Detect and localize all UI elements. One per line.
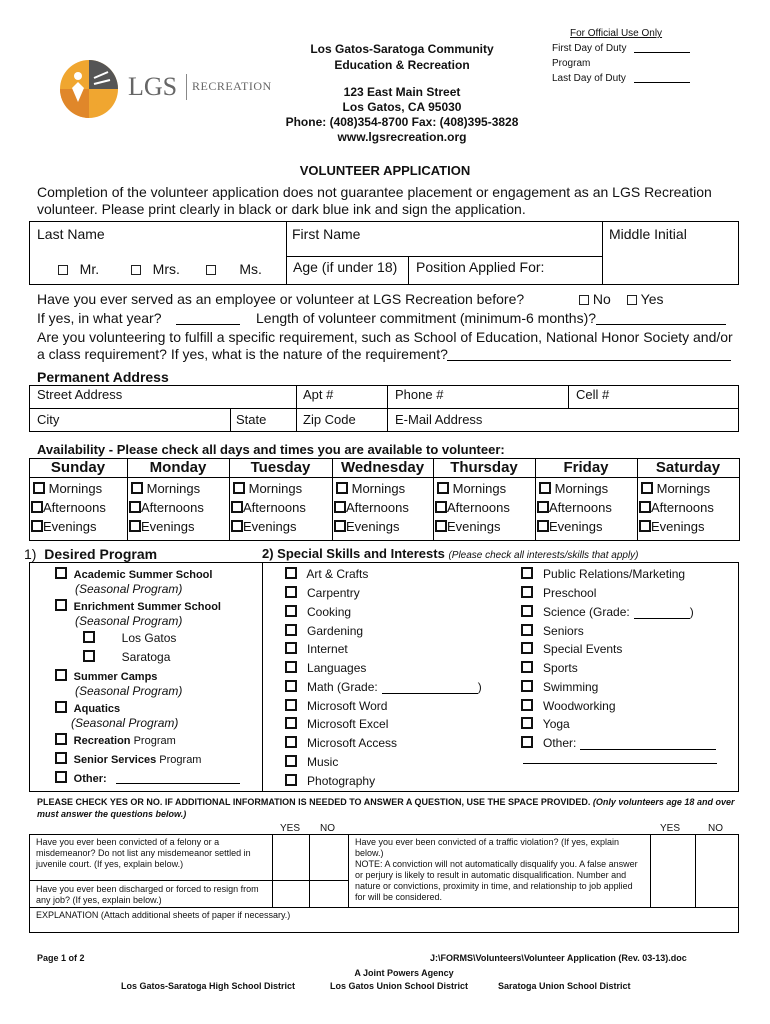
traffic-yes-box[interactable] (651, 835, 695, 907)
friday-evenings[interactable]: Evenings (537, 519, 602, 534)
skill-item[interactable]: Photography (285, 774, 375, 788)
last-name-input[interactable] (37, 244, 277, 258)
skill-item[interactable]: Gardening (285, 624, 363, 638)
program-other[interactable]: Other: (55, 771, 255, 785)
availability-heading: Availability - Please check all days and times you are available to volunteer: (37, 442, 505, 457)
official-field: Program (552, 58, 591, 69)
mrs-checkbox[interactable] (131, 265, 141, 275)
middle-initial-label: Middle Initial (609, 226, 687, 242)
felony-question: Have you ever been convicted of a felony or a misdemeanor? Do not list any misdemeanor settled in juvenile court. (If yes, explain below.) (36, 837, 251, 869)
day-sunday: Sunday (50, 459, 106, 476)
programs-heading: 1) Desired Program (24, 546, 158, 562)
district-3: Saratoga Union School District (498, 981, 631, 991)
position-label: Position Applied For: (416, 259, 545, 275)
felony-yes-box[interactable] (273, 835, 309, 880)
program-los-gatos[interactable]: Los Gatos (83, 631, 176, 645)
no-header-right: NO (708, 823, 723, 834)
title-ms: Ms. (206, 261, 262, 277)
phone-label: Phone # (395, 387, 444, 402)
explanation-label: EXPLANATION (Attach additional sheets of paper if necessary.) (36, 910, 291, 920)
program-academic[interactable]: Academic Summer School (55, 567, 212, 581)
skill-item[interactable]: Art & Crafts (285, 567, 368, 581)
wednesday-evenings[interactable]: Evenings (334, 519, 399, 534)
skill-item[interactable]: Carpentry (285, 586, 360, 600)
requirement-question: Are you volunteering to fulfill a specific requirement, such as School of Education, National Honor Society and/or a class requirement? If yes, what is the nature of the requirement? (37, 329, 733, 362)
served-yes: Yes (627, 291, 663, 307)
no-header-left: NO (320, 823, 335, 834)
skill-item[interactable]: Math (Grade: ) (285, 680, 482, 694)
thursday-afternoons[interactable]: Afternoons (435, 500, 510, 515)
felony-no-box[interactable] (310, 835, 348, 880)
wednesday-mornings[interactable]: Mornings (336, 481, 405, 496)
skill-item[interactable]: Yoga (521, 717, 570, 731)
year-question: If yes, in what year? (37, 310, 162, 326)
monday-mornings[interactable]: Mornings (131, 481, 200, 496)
yes-header-left: YES (280, 823, 301, 834)
friday-mornings[interactable]: Mornings (539, 481, 608, 496)
official-field: First Day of Duty (552, 41, 712, 56)
day-saturday: Saturday (655, 459, 721, 476)
served-question: Have you ever served as an employee or volunteer at LGS Recreation before? (37, 291, 525, 307)
skill-item[interactable]: Microsoft Excel (285, 717, 388, 731)
title-mrs: Mrs. (131, 261, 180, 277)
ms-checkbox[interactable] (206, 265, 216, 275)
skill-item[interactable]: Internet (285, 642, 348, 656)
last-name-label: Last Name (37, 226, 105, 242)
length-question: Length of volunteer commitment (minimum-6 months)? (256, 310, 597, 326)
skill-item[interactable]: Woodworking (521, 699, 616, 713)
program-aquatics[interactable]: Aquatics (55, 701, 120, 715)
form-intro: Completion of the volunteer application does not guarantee placement or engagement as an LGS Recreation volunteer. Please print clearly in black or dark blue ink and sign the application. (37, 184, 712, 217)
other-skill-line[interactable] (523, 763, 717, 764)
joint-powers: A Joint Powers Agency (354, 968, 454, 978)
thursday-mornings[interactable]: Mornings (437, 481, 506, 496)
program-saratoga[interactable]: Saratoga (83, 650, 170, 664)
skill-item[interactable]: Cooking (285, 605, 351, 619)
logo-subtext: RECREATION (192, 79, 272, 93)
form-title: VOLUNTEER APPLICATION (299, 163, 471, 178)
lgs-logo-icon (58, 58, 120, 120)
day-friday: Friday (563, 459, 609, 476)
skill-item[interactable]: Languages (285, 661, 366, 675)
traffic-question: Have you ever been convicted of a traffic violation? (If yes, explain below.) NOTE: A conviction will not automatically disqualify you. A false answer or perjury is likely to result in automatic disqualification. Number and nature or convictions, proximity in time, and relationship to job applied for will be considered. (355, 837, 638, 902)
day-thursday: Thursday (450, 459, 518, 476)
age-label: Age (if under 18) (293, 259, 398, 275)
logo-text: LGS (128, 72, 178, 101)
discharged-question: Have you ever been discharged or forced to resign from any job? (If yes, explain below.) (36, 884, 259, 905)
program-senior[interactable]: Senior Services Program (55, 752, 201, 766)
skill-item[interactable]: Other: (521, 736, 716, 750)
day-tuesday: Tuesday (250, 459, 311, 476)
first-name-label: First Name (292, 226, 361, 242)
org-name: Los Gatos-Saratoga Community Education & Recreation (310, 42, 494, 72)
year-input[interactable] (176, 324, 240, 325)
org-contact: 123 East Main Street Los Gatos, CA 95030 Phone: (408)354-8700 Fax: (408)395-3828 www.lgsrecreation.org (285, 85, 519, 144)
skill-item[interactable]: Public Relations/Marketing (521, 567, 685, 581)
address-heading: Permanent Address (37, 369, 169, 385)
skill-item[interactable]: Sports (521, 661, 578, 675)
length-input[interactable] (596, 324, 726, 325)
traffic-no-box[interactable] (696, 835, 738, 907)
saturday-mornings[interactable]: Mornings (641, 481, 710, 496)
official-field: Last Day of Duty (552, 71, 712, 86)
saturday-afternoons[interactable]: Afternoons (639, 500, 714, 515)
sunday-evenings[interactable]: Evenings (31, 519, 96, 534)
skill-item[interactable]: Music (285, 755, 338, 769)
cell-label: Cell # (576, 387, 610, 402)
skills-heading: 2) Special Skills and Interests (Please check all interests/skills that apply) (262, 546, 639, 561)
questions-instructions: PLEASE CHECK YES OR NO. IF ADDITIONAL INFORMATION IS NEEDED TO ANSWER A QUESTION, USE THE SPACE PROVIDED. (Only volunteers age 18 and over must answer the questions below.) (37, 797, 735, 819)
zip-label: Zip Code (303, 412, 356, 427)
program-enrichment[interactable]: Enrichment Summer School (55, 599, 221, 613)
skill-item[interactable]: Swimming (521, 680, 598, 694)
program-recreation[interactable]: Recreation Program (55, 733, 176, 747)
day-wednesday: Wednesday (340, 459, 425, 476)
yes-header-right: YES (660, 823, 681, 834)
title-mr: Mr. (58, 261, 99, 277)
monday-afternoons[interactable]: Afternoons (129, 500, 204, 515)
day-monday: Monday (149, 459, 207, 476)
district-2: Los Gatos Union School District (330, 981, 469, 991)
skill-item[interactable]: Microsoft Access (285, 736, 397, 750)
saturday-evenings[interactable]: Evenings (639, 519, 704, 534)
skill-item[interactable]: Seniors (521, 624, 584, 638)
friday-afternoons[interactable]: Afternoons (537, 500, 612, 515)
city-label: City (37, 412, 60, 427)
official-use-box: For Official Use Only First Day of Duty Program Last Day of Duty (552, 26, 712, 86)
skill-item[interactable]: Science (Grade: ) (521, 605, 694, 619)
wednesday-afternoons[interactable]: Afternoons (334, 500, 409, 515)
first-name-input[interactable] (294, 230, 594, 254)
served-no-checkbox[interactable] (579, 295, 589, 305)
monday-evenings[interactable]: Evenings (129, 519, 194, 534)
street-label: Street Address (37, 387, 123, 402)
page-number: Page 1 of 2 (37, 953, 85, 963)
tuesday-mornings[interactable]: Mornings (233, 481, 302, 496)
sunday-afternoons[interactable]: Afternoons (31, 500, 106, 515)
file-path: J:\FORMS\Volunteers\Volunteer Application (Rev. 03-13).doc (430, 953, 687, 963)
district-1: Los Gatos-Saratoga High School District (121, 981, 296, 991)
skill-item[interactable]: Special Events (521, 642, 622, 656)
program-camps[interactable]: Summer Camps (55, 669, 157, 683)
tuesday-afternoons[interactable]: Afternoons (231, 500, 306, 515)
logo (58, 58, 272, 118)
served-no: No (579, 291, 611, 307)
email-label: E-Mail Address (395, 412, 483, 427)
tuesday-evenings[interactable]: Evenings (231, 519, 296, 534)
skill-item[interactable]: Microsoft Word (285, 699, 387, 713)
skill-item[interactable]: Preschool (521, 586, 596, 600)
apt-label: Apt # (303, 387, 334, 402)
mr-checkbox[interactable] (58, 265, 68, 275)
sunday-mornings[interactable]: Mornings (33, 481, 102, 496)
requirement-input[interactable] (447, 360, 731, 361)
served-yes-checkbox[interactable] (627, 295, 637, 305)
state-label: State (236, 412, 267, 427)
thursday-evenings[interactable]: Evenings (435, 519, 500, 534)
